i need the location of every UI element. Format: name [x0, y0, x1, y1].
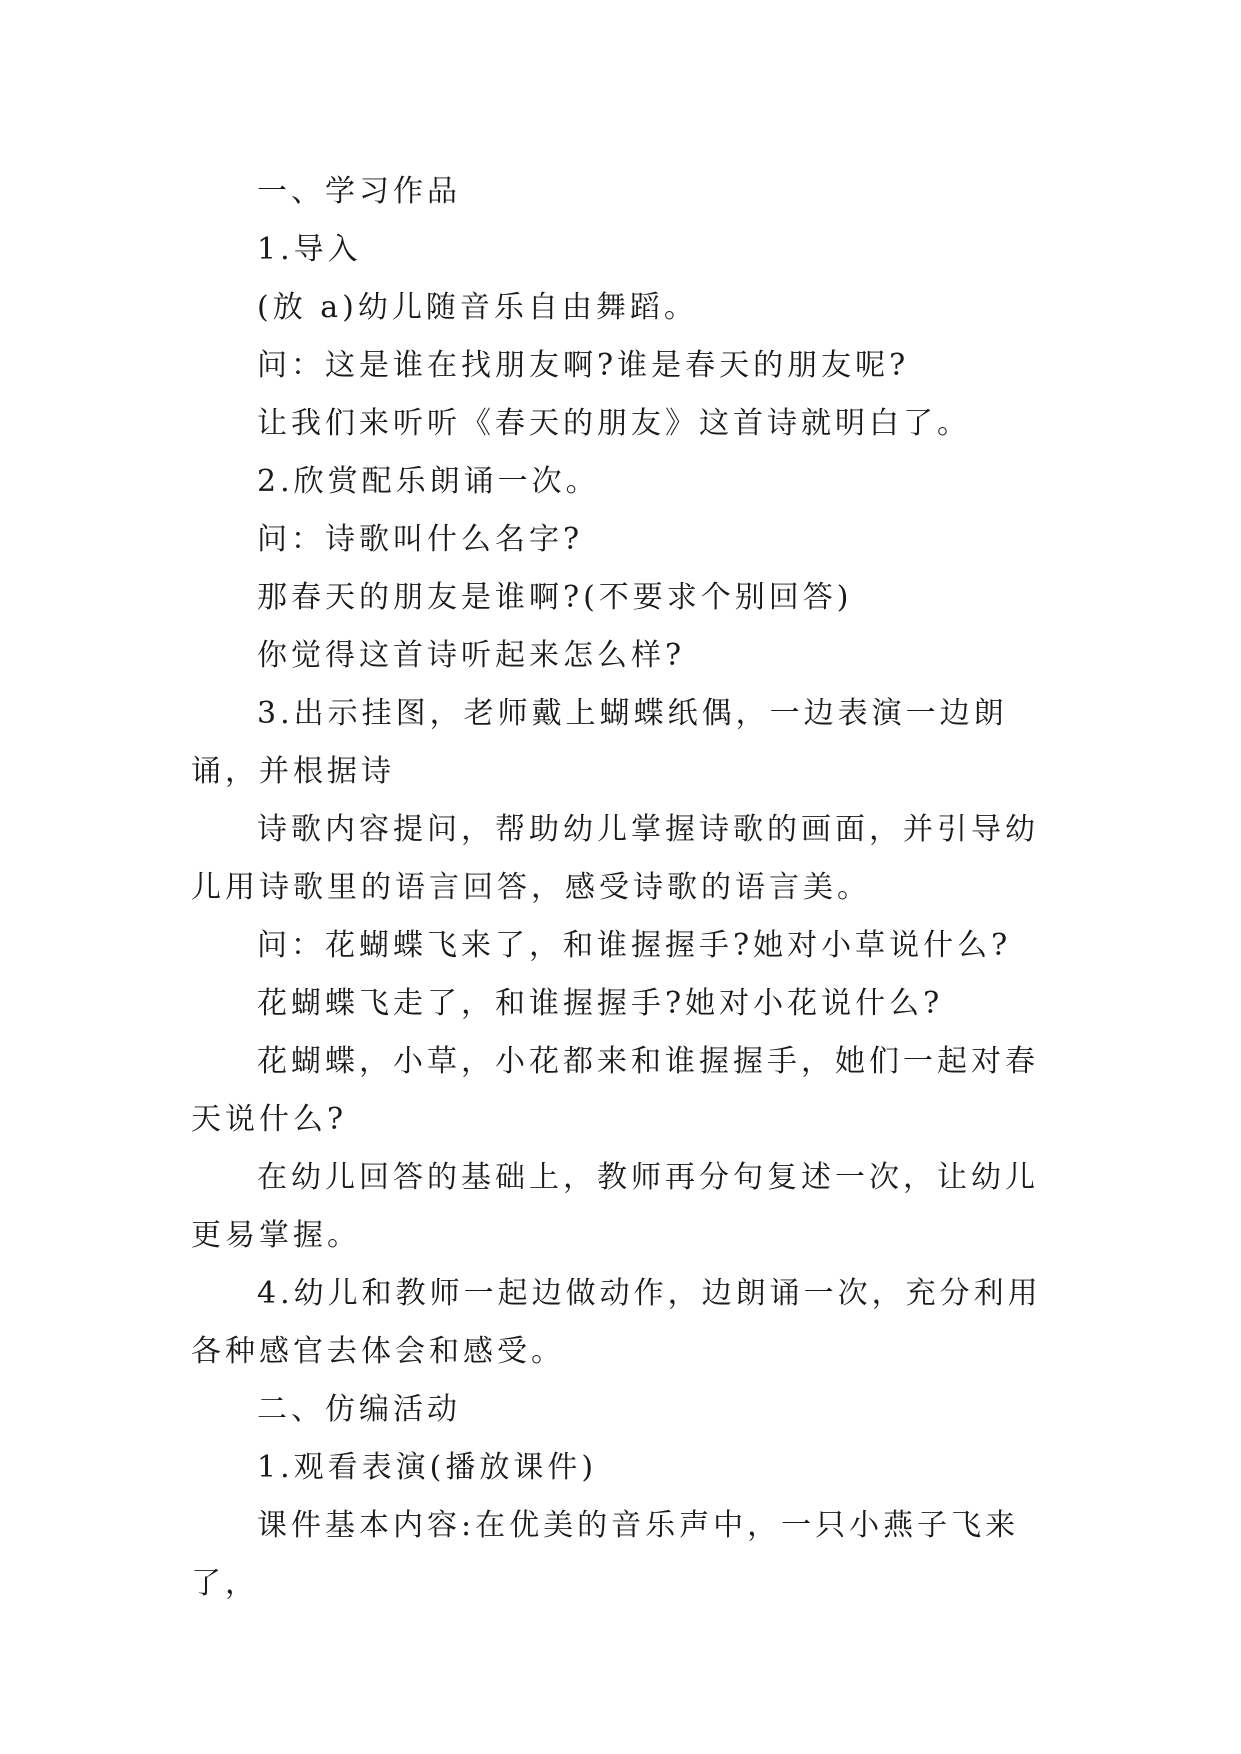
section-heading-learn: 一、学习作品	[257, 174, 461, 209]
document-body	[191, 163, 1071, 1613]
paragraph: 花蝴蝶，小草，小花都来和谁握握手，她们一起对春天说什么?	[191, 1044, 1039, 1137]
paragraph: 你觉得这首诗听起来怎么样?	[257, 638, 686, 673]
paragraph: 让我们来听听《春天的朋友》这首诗就明白了。	[257, 406, 971, 441]
paragraph: 花蝴蝶飞走了，和谁握握手?她对小花说什么?	[257, 986, 944, 1021]
paragraph: 问：这是谁在找朋友啊?谁是春天的朋友呢?	[257, 348, 910, 383]
paragraph: 那春天的朋友是谁啊?(不要求个别回答)	[257, 580, 853, 615]
paragraph: (放 a)幼儿随音乐自由舞蹈。	[257, 290, 698, 325]
step-intro: 1.导入	[257, 232, 362, 267]
paragraph: 课件基本内容:在优美的音乐声中，一只小燕子飞来了，	[191, 1508, 1020, 1601]
paragraph: 问：花蝴蝶飞来了，和谁握握手?她对小草说什么?	[257, 928, 1012, 963]
step-show-picture: 3.出示挂图，老师戴上蝴蝶纸偶，一边表演一边朗诵，并根据诗	[191, 696, 1008, 789]
step-recite-together: 4.幼儿和教师一起边做动作，边朗诵一次，充分利用各种感官去体会和感受。	[191, 1276, 1042, 1369]
section-heading-imitate: 二、仿编活动	[257, 1392, 461, 1427]
step-watch-performance: 1.观看表演(播放课件)	[257, 1450, 598, 1485]
paragraph: 问：诗歌叫什么名字?	[257, 522, 584, 557]
paragraph: 诗歌内容提问，帮助幼儿掌握诗歌的画面，并引导幼儿用诗歌里的语言回答，感受诗歌的语言美。	[191, 812, 1039, 905]
paragraph: 在幼儿回答的基础上，教师再分句复述一次，让幼儿更易掌握。	[191, 1160, 1039, 1253]
step-appreciate: 2.欣赏配乐朗诵一次。	[257, 464, 600, 499]
